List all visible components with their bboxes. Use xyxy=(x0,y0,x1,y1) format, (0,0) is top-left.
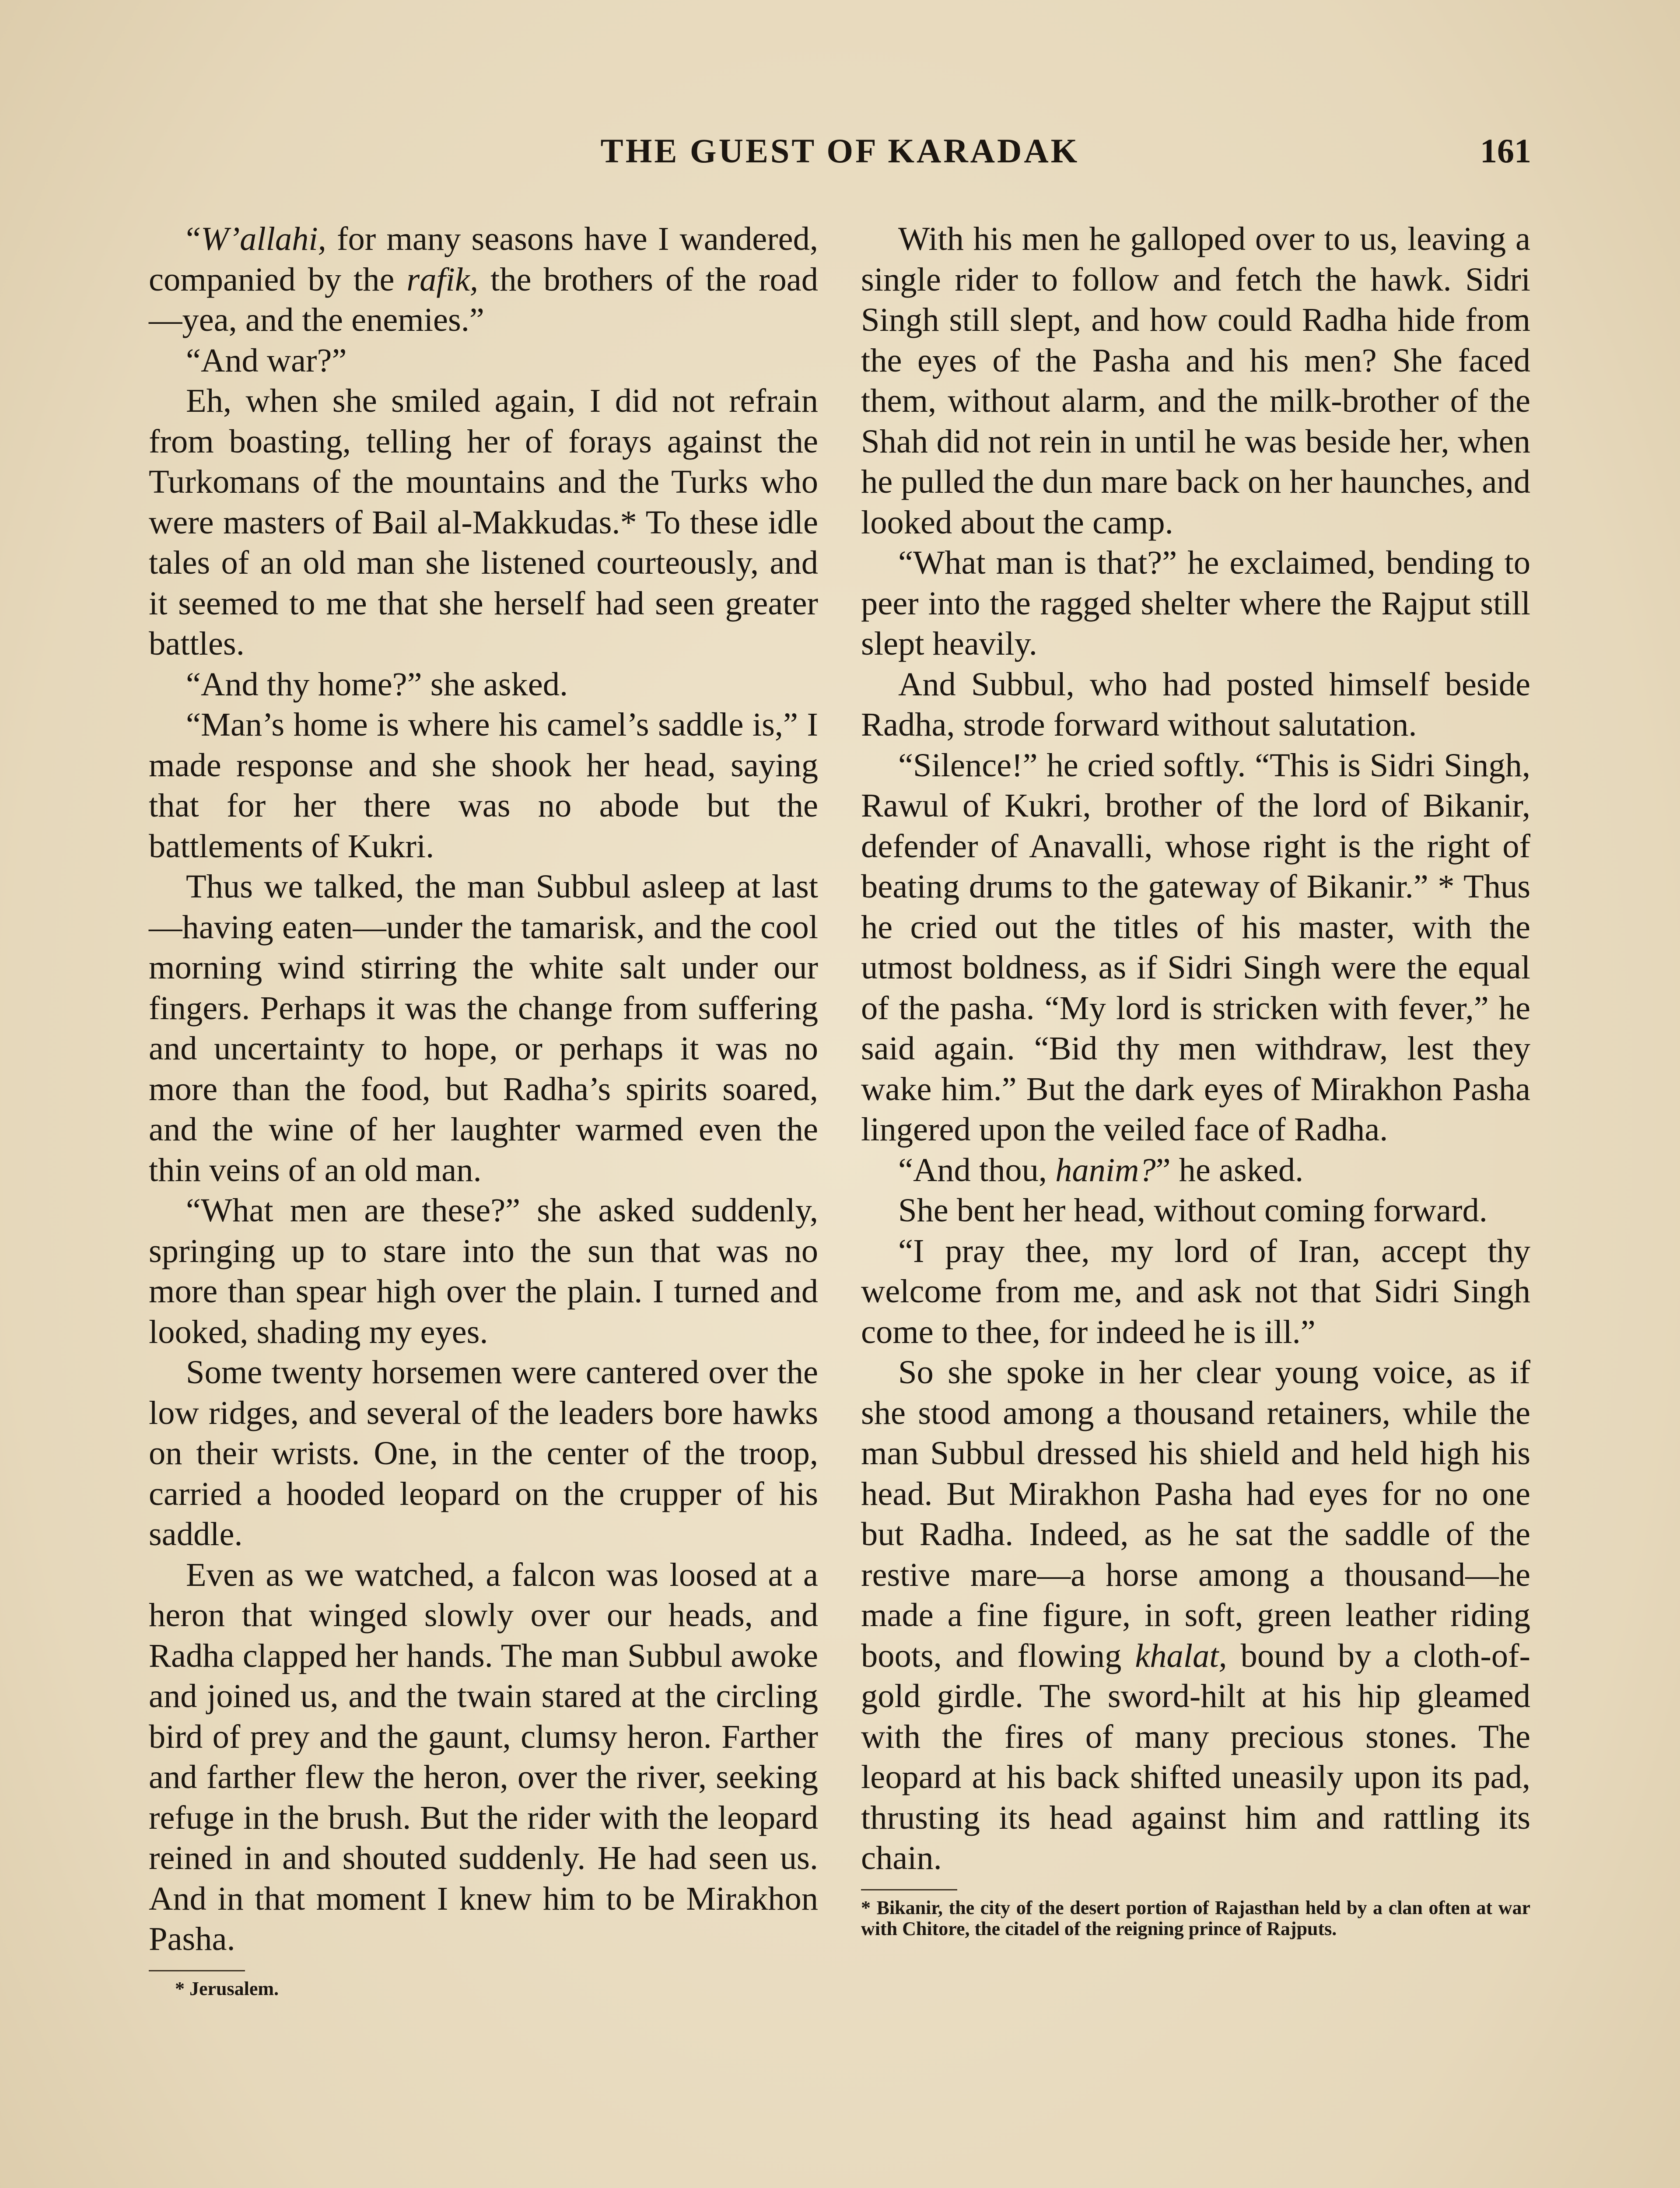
italic-text: khalat, xyxy=(1135,1637,1227,1674)
paragraph: “Silence!” he cried softly. “This is Sidri Singh, Rawul of Kukri, brother of the lord of Bikanir, defender of Anavalli, whose right is the right of beating drums to the gateway of Bikanir.” * Thus he cried out the titles of his master, with the utmost boldness, as if Sidri Singh were the equal of the pasha. “My lord is stricken with fever,” he said again. “Bid thy men withdraw, lest they wake him.” But the dark eyes of Mirakhon Pasha lingered upon the veiled face of Radha. xyxy=(861,746,1530,1148)
paragraph: “I pray thee, my lord of Iran, accept thy welcome from me, and ask not that Sidri Singh come to thee, for indeed he is ill.” xyxy=(861,1232,1530,1350)
paragraph: Eh, when she smiled again, I did not refrain from boasting, telling her of forays against the Turkomans of the mountains and the Turks who were masters of Bail al-Makkudas.* To these idle tales of an old man she listened courteously, and it seemed to me that she herself had seen greater battles. xyxy=(149,382,818,662)
paragraph: And Subbul, who had posted himself beside Radha, strode forward without salutation. xyxy=(861,665,1530,743)
footnote-rule xyxy=(149,1970,245,1971)
paragraph xyxy=(861,1352,1530,1879)
text-run: ” he asked. xyxy=(1155,1151,1304,1189)
paragraph: Even as we watched, a falcon was loosed at a heron that winged slowly over our heads, and Radha clapped her hands. The man Subbul awoke and joined us, and the twain stared at the circling bird of prey and the gaunt, clumsy heron. Farther and farther flew the heron, over the river, seeking refuge in the brush. But the rider with the leopard reined in and shouted suddenly. He had seen us. And in that moment I knew him to be Mirakhon Pasha. xyxy=(149,1556,818,1957)
paragraph: She bent her head, without coming forward. xyxy=(898,1192,1488,1229)
page-number: 161 xyxy=(1480,132,1531,170)
paragraph: Some twenty horsemen were cantered over the low ridges, and several of the leaders bore hawks on their wrists. One, in the center of the troop, carried a hooded leopard on the crupper of his saddle. xyxy=(149,1353,818,1553)
paragraph: Thus we talked, the man Subbul asleep at last—having eaten—under the tamarisk, and the cool morning wind stirring the white salt under our fingers. Perhaps it was the change from suffering and uncertainty to hope, or perhaps it was no more than the food, but Radha’s spirits soared, and the wine of her laughter warmed even the thin veins of an old man. xyxy=(149,868,818,1189)
text-run: for many seasons have I wandered, companied by the xyxy=(149,220,818,298)
left-column xyxy=(149,219,818,1999)
right-column xyxy=(861,219,1530,1939)
footnote: * Jerusalem. xyxy=(175,1978,279,1999)
paragraph: “Man’s home is where his camel’s saddle is,” I made response and she shook her head, saying that for her there was no abode but the battlements of Kukri. xyxy=(149,706,818,865)
paragraph: “What man is that?” he exclaimed, bending to peer into the ragged shelter where the Rajput still slept heavily. xyxy=(861,544,1530,662)
paragraph xyxy=(861,1150,1530,1191)
italic-text: W’allahi, xyxy=(200,220,326,257)
text-run: “ xyxy=(186,220,201,257)
paragraph: With his men he galloped over to us, leaving a single rider to follow and fetch the hawk. Sidri Singh still slept, and how could Radha hide from the eyes of the Pasha and his men? She faced them, without alarm, and the milk-brother of the Shah did not rein in until he was beside her, when he pulled the dun mare back on her haunches, and looked about the camp. xyxy=(861,220,1530,541)
text-run: So she spoke in her clear young voice, as if she stood among a thousand retainers, while the man Subbul dressed his shield and held high his head. But Mirakhon Pasha had eyes for no one but Radha. Indeed, as he sat the saddle of the restive mare—a horse among a thousand—he made a fine figure, in soft, green leather riding boots, and flowing xyxy=(861,1353,1530,1674)
italic-text: rafik, xyxy=(406,260,479,298)
italic-text: hanim? xyxy=(1055,1151,1156,1189)
text-run: “And thou, xyxy=(898,1151,1056,1189)
footnote: * Bikanir, the city of the desert portion of Rajasthan held by a clan often at war with Chitore, the citadel of the reigning prince of Rajputs. xyxy=(861,1897,1530,1939)
paragraph: “And thy home?” she asked. xyxy=(186,665,568,703)
footnote-rule xyxy=(861,1889,957,1890)
paragraph xyxy=(149,219,818,340)
paragraph: “And war?” xyxy=(186,341,347,379)
paragraph: “What men are these?” she asked suddenly, springing up to stare into the sun that was no more than spear high over the plain. I turned and looked, shading my eyes. xyxy=(149,1192,818,1350)
text-run: the brothers of the road—yea, and the enemies.” xyxy=(149,260,818,338)
running-header-title: THE GUEST OF KARADAK xyxy=(600,132,1080,170)
text-run: bound by a cloth-of-gold girdle. The sword-hilt at his hip gleamed with the fires of many precious stones. The leopard at his back shifted uneasily upon its pad, thrusting its head against him and rattling its chain. xyxy=(861,1637,1530,1876)
